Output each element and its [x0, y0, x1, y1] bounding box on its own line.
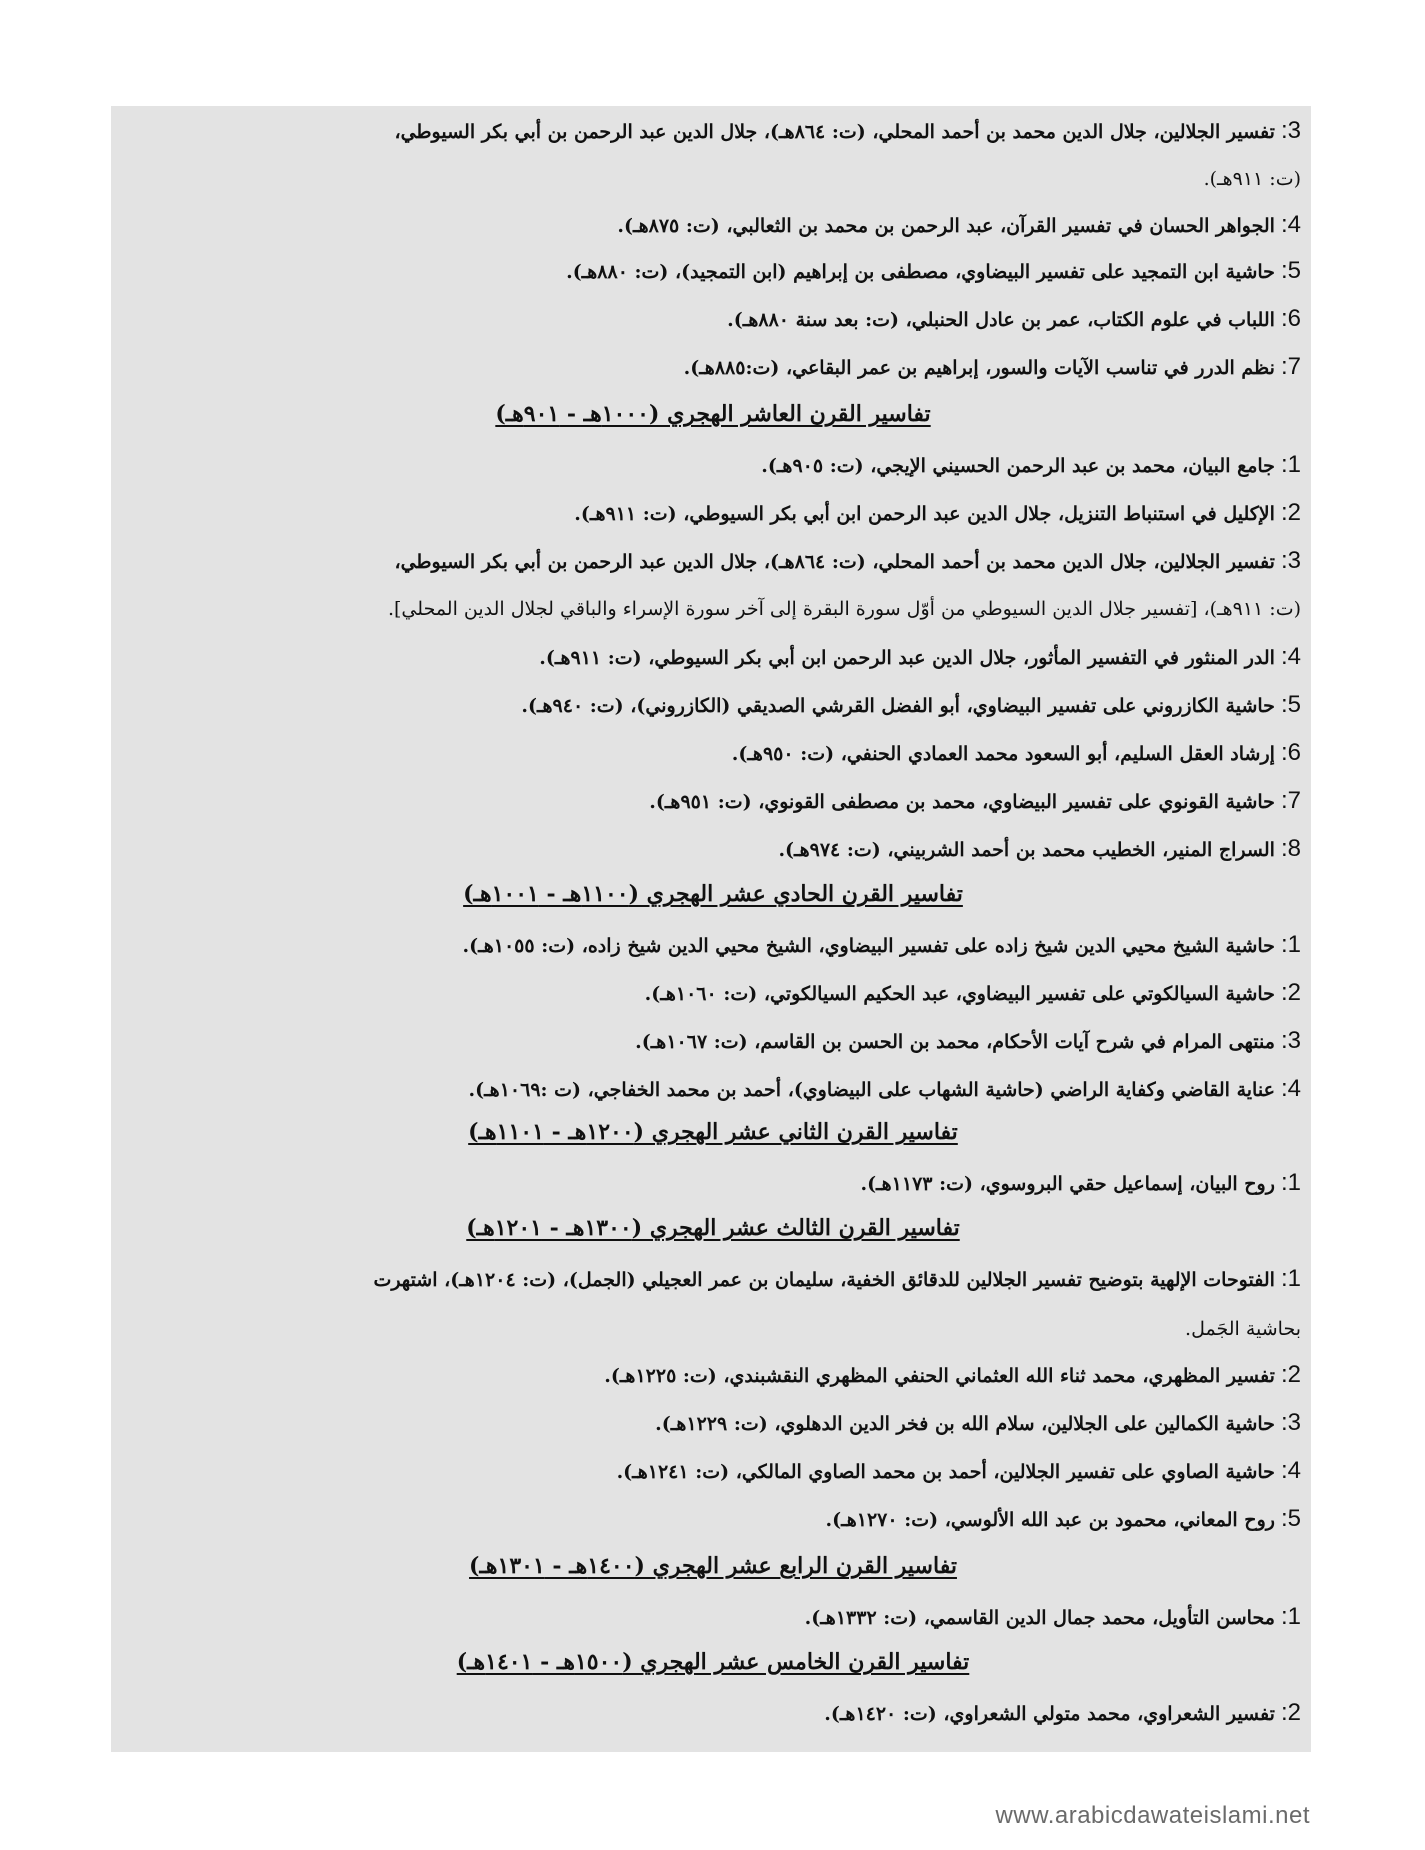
item-text: حاشية ابن التمجيد على تفسير البيضاوي، مصطفى بن إبراهيم (ابن التمجيد)، (ت: ٨٨٠هـ). — [566, 261, 1275, 283]
item-number: 6: — [1280, 306, 1301, 332]
item-number: 5: — [1280, 692, 1301, 718]
item-text: تفسير الجلالين، جلال الدين محمد بن أحمد المحلي، (ت: ٨٦٤هـ)، جلال الدين عبد الرحمن بن أبي بكر السيوطي، — [394, 121, 1275, 143]
section-heading-text: تفاسير القرن الخامس عشر الهجري (١٥٠٠هـ - ١٤٠١هـ) — [456, 1649, 970, 1675]
list-item — [125, 1076, 1301, 1103]
list-item — [125, 836, 1301, 863]
item-text: تفسير الشعراوي، محمد متولي الشعراوي، (ت: ١٤٢٠هـ). — [824, 1703, 1275, 1725]
item-text: محاسن التأويل، محمد جمال الدين القاسمي، (ت: ١٣٣٢هـ). — [804, 1607, 1275, 1629]
list-item — [125, 692, 1301, 719]
section-heading-text: تفاسير القرن الحادي عشر الهجري (١١٠٠هـ - ١٠٠١هـ) — [463, 881, 963, 907]
item-number: 4: — [1280, 644, 1301, 670]
item-text: جامع البيان، محمد بن عبد الرحمن الحسيني الإيجي، (ت: ٩٠٥هـ). — [761, 455, 1275, 477]
item-number: 1: — [1280, 932, 1301, 958]
list-item — [125, 1506, 1301, 1533]
list-item — [125, 500, 1301, 527]
section-heading — [125, 400, 1301, 428]
item-number: 1: — [1280, 452, 1301, 478]
item-number: 2: — [1280, 1700, 1301, 1726]
item-text: الفتوحات الإلهية بتوضيح تفسير الجلالين للدقائق الخفية، سليمان بن عمر العجيلي (الجمل)، (ت: ١٢٠٤هـ)، اشتهرت — [373, 1269, 1275, 1291]
section-heading-text: تفاسير القرن الثاني عشر الهجري (١٢٠٠هـ - ١١٠١هـ) — [468, 1119, 958, 1145]
list-item — [125, 1028, 1301, 1055]
item-text: عناية القاضي وكفاية الراضي (حاشية الشهاب على البيضاوي)، أحمد بن محمد الخفاجي، (ت :١٠٦٩هـ). — [468, 1079, 1275, 1101]
item-number: 3: — [1280, 1410, 1301, 1436]
list-item — [125, 118, 1301, 145]
item-text: السراج المنير، الخطيب محمد بن أحمد الشربيني، (ت: ٩٧٤هـ). — [778, 839, 1275, 861]
item-number: 8: — [1280, 836, 1301, 862]
list-item — [125, 212, 1301, 239]
item-text: حاشية السيالكوتي على تفسير البيضاوي، عبد الحكيم السيالكوتي، (ت: ١٠٦٠هـ). — [644, 983, 1275, 1005]
item-number: 3: — [1280, 548, 1301, 574]
list-item-continuation: (ت: ٩١١هـ). — [1203, 168, 1301, 190]
list-item — [125, 932, 1301, 959]
list-item — [125, 1410, 1301, 1437]
item-number: 4: — [1280, 1458, 1301, 1484]
item-number: 3: — [1280, 118, 1301, 144]
section-heading — [125, 1214, 1301, 1242]
list-item — [125, 1266, 1301, 1293]
item-text: نظم الدرر في تناسب الآيات والسور، إبراهيم بن عمر البقاعي، (ت:٨٨٥هـ). — [683, 357, 1275, 379]
item-text: اللباب في علوم الكتاب، عمر بن عادل الحنبلي، (ت: بعد سنة ٨٨٠هـ). — [727, 309, 1275, 331]
footer-url: www.arabicdawateislami.net — [995, 1802, 1310, 1829]
item-number: 1: — [1280, 1266, 1301, 1292]
item-text: حاشية الكمالين على الجلالين، سلام الله بن فخر الدين الدهلوي، (ت: ١٢٢٩هـ). — [655, 1413, 1275, 1435]
list-item — [125, 980, 1301, 1007]
item-number: 4: — [1280, 1076, 1301, 1102]
item-number: 5: — [1280, 258, 1301, 284]
list-item — [125, 258, 1301, 285]
list-item — [125, 452, 1301, 479]
item-text: إرشاد العقل السليم، أبو السعود محمد العمادي الحنفي، (ت: ٩٥٠هـ). — [731, 743, 1275, 765]
list-item-continuation: (ت: ٩١١هـ)، [تفسير جلال الدين السيوطي من أوّل سورة البقرة إلى آخر سورة الإسراء والباقي لجلال الدين المحلي]. — [387, 598, 1301, 620]
item-text: حاشية القونوي على تفسير البيضاوي، محمد بن مصطفى القونوي، (ت: ٩٥١هـ). — [649, 791, 1275, 813]
section-heading-text: تفاسير القرن العاشر الهجري (١٠٠٠هـ - ٩٠١هـ) — [495, 401, 931, 427]
section-heading — [125, 880, 1301, 908]
list-item-continuation: بحاشية الجَمل. — [1185, 1318, 1301, 1340]
item-number: 7: — [1280, 354, 1301, 380]
item-text: الجواهر الحسان في تفسير القرآن، عبد الرحمن بن محمد بن الثعالبي، (ت: ٨٧٥هـ). — [617, 215, 1275, 237]
list-item — [125, 644, 1301, 671]
item-text: حاشية الشيخ محيي الدين شيخ زاده على تفسير البيضاوي، الشيخ محيي الدين شيخ زاده، (ت: ١٠٥٥هـ). — [462, 935, 1275, 957]
list-item — [125, 354, 1301, 381]
item-text: روح البيان، إسماعيل حقي البروسوي، (ت: ١١٧٣هـ). — [860, 1173, 1275, 1195]
item-number: 7: — [1280, 788, 1301, 814]
list-item — [125, 1170, 1301, 1197]
list-item — [125, 306, 1301, 333]
item-number: 1: — [1280, 1604, 1301, 1630]
item-number: 2: — [1280, 980, 1301, 1006]
item-text: الدر المنثور في التفسير المأثور، جلال الدين عبد الرحمن ابن أبي بكر السيوطي، (ت: ٩١١هـ). — [539, 647, 1275, 669]
section-heading — [125, 1648, 1301, 1676]
item-text: تفسير الجلالين، جلال الدين محمد بن أحمد المحلي، (ت: ٨٦٤هـ)، جلال الدين عبد الرحمن بن أبي بكر السيوطي، — [394, 551, 1275, 573]
item-number: 5: — [1280, 1506, 1301, 1532]
item-number: 4: — [1280, 212, 1301, 238]
section-heading-text: تفاسير القرن الرابع عشر الهجري (١٤٠٠هـ - ١٣٠١هـ) — [469, 1553, 957, 1579]
list-item — [125, 788, 1301, 815]
item-text: منتهى المرام في شرح آيات الأحكام، محمد بن الحسن بن القاسم، (ت: ١٠٦٧هـ). — [635, 1031, 1275, 1053]
list-item — [125, 1362, 1301, 1389]
list-item — [125, 1604, 1301, 1631]
item-text: تفسير المظهري، محمد ثناء الله العثماني الحنفي المظهري النقشبندي، (ت: ١٢٢٥هـ). — [604, 1365, 1275, 1387]
list-item — [125, 1700, 1301, 1727]
list-item — [125, 548, 1301, 575]
item-text: حاشية الصاوي على تفسير الجلالين، أحمد بن محمد الصاوي المالكي، (ت: ١٢٤١هـ). — [616, 1461, 1275, 1483]
item-text: روح المعاني، محمود بن عبد الله الألوسي، (ت: ١٢٧٠هـ). — [825, 1509, 1275, 1531]
section-heading — [125, 1552, 1301, 1580]
item-text: الإكليل في استنباط التنزيل، جلال الدين عبد الرحمن ابن أبي بكر السيوطي، (ت: ٩١١هـ). — [574, 503, 1275, 525]
item-number: 1: — [1280, 1170, 1301, 1196]
item-number: 6: — [1280, 740, 1301, 766]
section-heading-text: تفاسير القرن الثالث عشر الهجري (١٣٠٠هـ - ١٢٠١هـ) — [466, 1215, 960, 1241]
item-number: 3: — [1280, 1028, 1301, 1054]
item-number: 2: — [1280, 1362, 1301, 1388]
item-number: 2: — [1280, 500, 1301, 526]
section-heading — [125, 1118, 1301, 1146]
list-item — [125, 1458, 1301, 1485]
list-item — [125, 740, 1301, 767]
item-text: حاشية الكازروني على تفسير البيضاوي، أبو الفضل القرشي الصديقي (الكازروني)، (ت: ٩٤٠هـ). — [521, 695, 1275, 717]
